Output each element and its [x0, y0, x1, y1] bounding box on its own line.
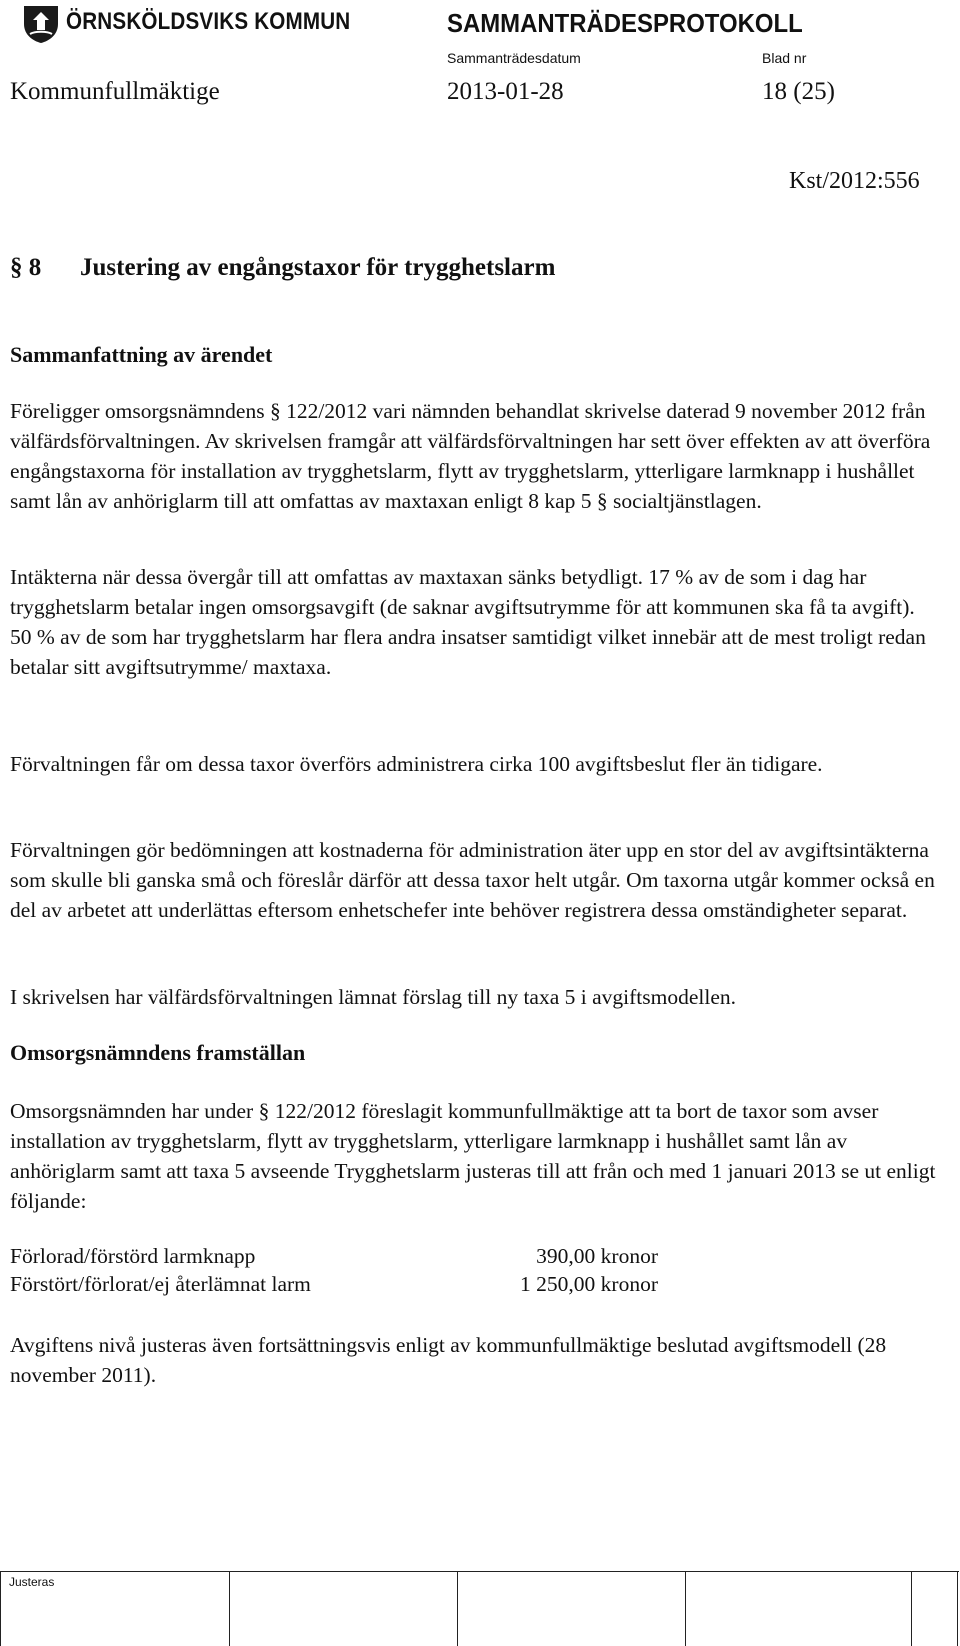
organization-name: ÖRNSKÖLDSVIKS KOMMUN — [66, 8, 351, 35]
proposal-closing: Avgiftens nivå justeras även fortsättningsvis enligt av kommunfullmäktige beslutad avgiftsmodell (28 november 2011). — [10, 1333, 887, 1387]
signature-table — [0, 1571, 959, 1646]
section-title: Justering av engångstaxor för trygghetslarm — [80, 254, 556, 281]
summary-paragraph-2: Intäkterna när dessa övergår till att omfattas av maxtaxan sänks betydligt. 17 % av de som i dag har trygghetslarm betalar ingen omsorgsavgift (de saknar avgiftsutrymme för att kommunen ska få ta avgift). 50 % av de som har trygghetslarm har flera andra insatser samtidigt vilket innebär att de mest troligt redan betalar sitt avgiftsutrymme/ maxtaxa. — [10, 565, 926, 679]
fee-row — [10, 1272, 940, 1302]
summary-paragraph-4: Förvaltningen gör bedömningen att kostnaderna för administration äter upp en stor del av avgiftsintäkterna som skulle bli ganska små och föreslår därför att dessa taxor helt utgår. Om taxorna utgår kommer också en del av arbetet att underlättas eftersom enhetschefer inte behöver registrera dessa omständigheter separat. — [10, 838, 935, 922]
signature-cell — [911, 1572, 958, 1646]
footer-label: Justeras — [9, 1575, 55, 1589]
page-label: Blad nr — [762, 50, 807, 66]
summary-heading: Sammanfattning av ärendet — [10, 342, 273, 367]
case-reference: Kst/2012:556 — [789, 168, 920, 194]
signature-cell — [229, 1572, 458, 1646]
section-heading — [10, 254, 555, 282]
summary-paragraph-5: I skrivelsen har välfärdsförvaltningen lämnat förslag till ny taxa 5 i avgiftsmodellen. — [10, 985, 737, 1009]
fee-name: Förlorad/förstörd larmknapp — [10, 1244, 256, 1268]
municipality-coat-of-arms-icon — [22, 4, 60, 44]
signature-cell — [1, 1572, 230, 1646]
summary-paragraph-1: Föreligger omsorgsnämndens § 122/2012 vari nämnden behandlat skrivelse daterad 9 november 2012 från välfärdsförvaltningen. Av skrivelsen framgår att välfärdsförvaltningen har sett över effekten av att överföra engångstaxorna för installation av trygghetslarm, flytt av trygghetslarm, ytterligare larmknapp i hushållet samt lån av anhöriglarm till att omfattas av maxtaxan enligt 8 kap 5 § socialtjänstlagen. — [10, 399, 931, 513]
fee-amount: 390,00 kronor — [536, 1244, 658, 1268]
fee-amount: 1 250,00 kronor — [520, 1272, 658, 1296]
summary-paragraph-3: Förvaltningen får om dessa taxor överförs administrera cirka 100 avgiftsbeslut fler än tidigare. — [10, 752, 823, 776]
signature-cell — [457, 1572, 686, 1646]
meeting-date: 2013-01-28 — [447, 78, 564, 105]
proposal-intro: Omsorgsnämnden har under § 122/2012 föreslagit kommunfullmäktige att ta bort de taxor som avser installation av trygghetslarm, flytt av trygghetslarm, ytterligare larmknapp i hushållet samt lån av anhöriglarm samt att taxa 5 avseende Trygghetslarm justeras till att från och med 1 januari 2013 se ut enligt följande: — [10, 1099, 936, 1213]
meeting-body: Kommunfullmäktige — [10, 78, 220, 105]
fee-name: Förstört/förlorat/ej återlämnat larm — [10, 1272, 311, 1296]
document-type: SAMMANTRÄDESPROTOKOLL — [447, 8, 803, 38]
section-symbol: § 8 — [10, 254, 42, 281]
proposal-heading: Omsorgsnämndens framställan — [10, 1040, 306, 1065]
signature-cell — [685, 1572, 912, 1646]
section-number: 8 — [28, 254, 42, 281]
fee-row — [10, 1244, 940, 1274]
date-label: Sammanträdesdatum — [447, 50, 581, 66]
page-number: 18 (25) — [762, 78, 835, 105]
